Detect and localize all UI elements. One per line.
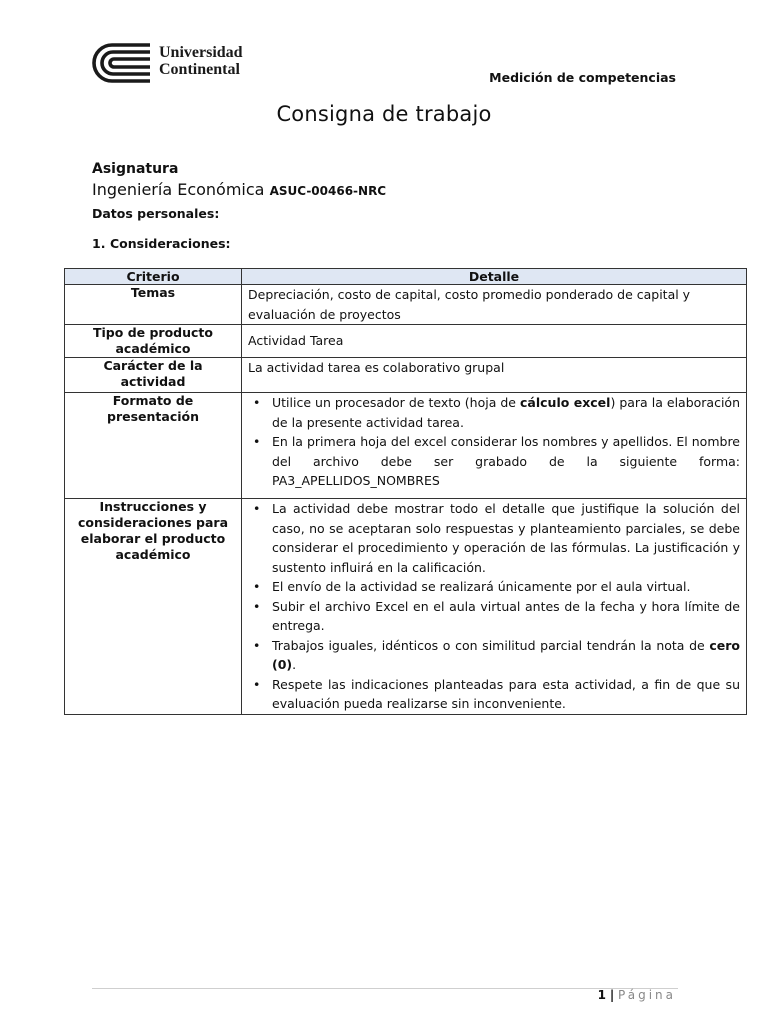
list-item — [272, 393, 740, 432]
bullet-text: Trabajos iguales, idénticos o con similitud parcial tendrán la nota de — [272, 637, 710, 653]
criteria-table — [64, 268, 747, 715]
header-subtitle: Medición de competencias — [489, 70, 676, 85]
detalle-cell — [242, 499, 747, 715]
bullet-list — [248, 499, 740, 714]
page-word: Página — [618, 988, 676, 1002]
table-row — [65, 285, 747, 325]
page-number: 1 — [597, 988, 606, 1002]
list-item: • La actividad debe mostrar todo el detalle que justifique la solución del caso, no se aceptaran solo respuestas y planteamiento parciales, se debe considerar el procedimiento y operación de las fórmulas. La justificación y sustento influirá en la calificación. — [272, 499, 740, 577]
bullet-bold-text: cálculo excel — [520, 395, 611, 410]
list-item: • Respete las indicaciones planteadas para esta actividad, a fin de que su evaluación pueda realizarse sin inconveniente. — [272, 675, 740, 714]
list-item: • En la primera hoja del excel considerar los nombres y apellidos. El nombre del archivo debe ser grabado de la siguiente forma: PA3_APELLIDOS_NOMBRES — [272, 432, 740, 491]
table-row — [65, 393, 747, 499]
detalle-cell: Actividad Tarea — [242, 325, 747, 358]
section-label: Consideraciones: — [110, 236, 231, 251]
detalle-cell: La actividad tarea es colaborativo grupal — [242, 358, 747, 393]
footer-divider — [92, 988, 678, 989]
criterio-cell: Formato de presentación — [65, 393, 242, 499]
criterio-cell: Carácter de la actividad — [65, 358, 242, 393]
logo-wordmark — [159, 44, 243, 78]
bullet-text: Utilice un procesador de texto (hoja de — [272, 395, 521, 410]
header-detalle: Detalle — [242, 269, 747, 285]
table-header-row — [65, 269, 747, 285]
bullet-list — [248, 393, 740, 491]
asignatura-label: Asignatura — [92, 161, 179, 177]
logo-line-2: Continental — [159, 61, 240, 78]
section-heading — [92, 236, 231, 251]
criterio-cell: Instrucciones y consideraciones para elaborar el producto académico — [65, 499, 242, 715]
logo-line-1: Universidad — [159, 44, 243, 61]
list-item — [272, 636, 740, 675]
personal-data-label: Datos personales: — [92, 206, 220, 221]
detalle-cell: Depreciación, costo de capital, costo promedio ponderado de capital y evaluación de proyectos — [242, 285, 747, 325]
section-number: 1. — [92, 236, 106, 251]
bullet-text: . — [292, 657, 297, 672]
course-name: Ingeniería Económica — [92, 180, 265, 199]
list-item: • El envío de la actividad se realizará únicamente por el aula virtual. — [272, 577, 740, 597]
course-code: ASUC-00466-NRC — [269, 184, 387, 198]
table-row — [65, 358, 747, 393]
bullet-text: ) para la elaboración de la presente actividad tarea. — [272, 395, 740, 430]
footer-separator: | — [609, 988, 615, 1002]
detalle-cell — [242, 393, 747, 499]
table-row — [65, 499, 747, 715]
criterio-cell: Temas — [65, 285, 242, 325]
page-title: Consigna de trabajo — [276, 102, 492, 126]
bullet-bold-text: cero (0) — [272, 637, 740, 672]
table-row — [65, 325, 747, 358]
course-title — [92, 180, 386, 199]
page-footer — [598, 988, 676, 1002]
header-criterio: Criterio — [65, 269, 242, 285]
criterio-cell: Tipo de producto académico — [65, 325, 242, 358]
list-item: • Subir el archivo Excel en el aula virtual antes de la fecha y hora límite de entrega. — [272, 597, 740, 636]
